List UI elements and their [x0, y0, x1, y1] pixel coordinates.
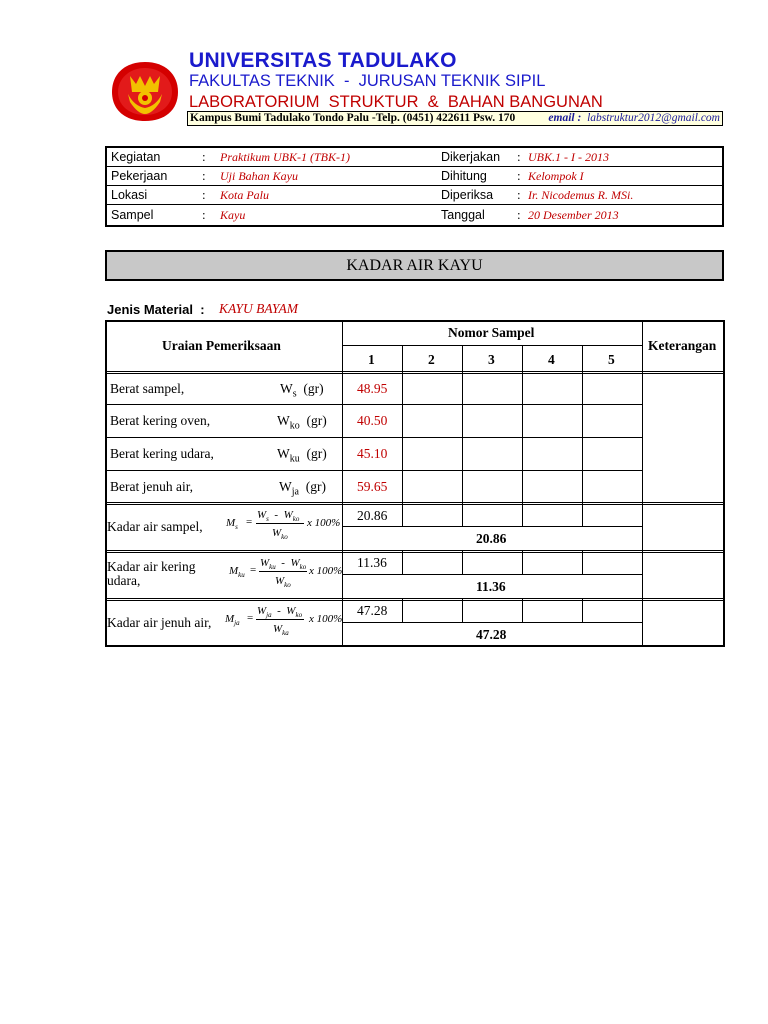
- formula-eq: =: [246, 516, 253, 528]
- row-label: Berat sampel,: [110, 381, 185, 396]
- result-average: 20.86: [476, 531, 507, 546]
- row-symbol: $W_{ja}$ (gr): [279, 479, 326, 498]
- page-title: KADAR AIR KAYU: [105, 250, 724, 281]
- info-value: Praktikum UBK-1 (TBK-1): [220, 150, 350, 164]
- row-symbol: $W_{ko}$ (gr): [277, 413, 327, 432]
- formula-denominator: $W_{ko}$: [275, 575, 291, 590]
- row-label: Berat kering udara,: [110, 446, 214, 461]
- info-colon: :: [202, 149, 206, 164]
- row-value: 59.65: [357, 479, 388, 494]
- info-value: Kelompok I: [528, 169, 584, 183]
- info-colon: :: [202, 168, 206, 183]
- result-average: 47.28: [476, 627, 507, 642]
- formula-symbol: $M_{ja}$: [225, 613, 240, 628]
- formula-eq: =: [247, 612, 254, 624]
- material-value: KAYU BAYAM: [219, 301, 298, 316]
- sample-number: 2: [428, 352, 435, 367]
- info-value: Kota Palu: [220, 188, 270, 202]
- result-label: Kadar air kering udara,: [107, 559, 196, 588]
- formula-denominator: $W_{ka}$: [273, 623, 289, 638]
- info-colon: :: [202, 187, 206, 202]
- info-label: Dihitung: [441, 169, 487, 183]
- row-label: Berat kering oven,: [110, 413, 211, 428]
- university-name: UNIVERSITAS TADULAKO: [189, 49, 457, 72]
- formula-denominator: $W_{ko}$: [272, 527, 288, 542]
- formula-symbol: $M_s$: [226, 517, 238, 532]
- row-value: 45.10: [357, 446, 388, 461]
- formula-numerator: $W_{ja} - W_{ko}$: [257, 605, 303, 620]
- result-value: 11.36: [357, 555, 387, 570]
- info-colon: :: [517, 168, 521, 183]
- info-label: Tanggal: [441, 208, 485, 222]
- faculty-name: FAKULTAS TEKNIK - JURUSAN TEKNIK SIPIL: [189, 72, 546, 90]
- address-text: Kampus Bumi Tadulako Tondo Palu -Telp. (0451) 422611 Psw. 170: [190, 112, 516, 124]
- info-label: Lokasi: [111, 188, 148, 202]
- row-value: 40.50: [357, 413, 388, 428]
- info-label: Diperiksa: [441, 188, 494, 202]
- formula-numerator: $W_s - W_{ko}$: [257, 509, 300, 524]
- info-value: Kayu: [220, 208, 246, 222]
- info-label: Sampel: [111, 208, 154, 222]
- header-uraian: Uraian Pemeriksaan: [162, 338, 281, 353]
- result-value: 47.28: [357, 603, 388, 618]
- row-label: Berat jenuh air,: [110, 479, 194, 494]
- info-colon: :: [517, 149, 521, 164]
- result-label: Kadar air sampel,: [107, 519, 203, 534]
- result-average: 11.36: [476, 579, 506, 594]
- info-value: UBK.1 - I - 2013: [528, 150, 609, 164]
- info-label: Kegiatan: [111, 150, 161, 164]
- info-colon: :: [517, 207, 521, 222]
- sample-number: 4: [548, 352, 555, 367]
- laboratory-name: LABORATORIUM STRUKTUR & BAHAN BANGUNAN: [189, 93, 603, 111]
- row-symbol: $W_{ku}$ (gr): [277, 446, 327, 465]
- info-value: 20 Desember 2013: [528, 208, 619, 222]
- sample-number: 5: [608, 352, 615, 367]
- row-symbol: $W_s$ (gr): [280, 381, 324, 400]
- info-colon: :: [517, 187, 521, 202]
- result-value: 20.86: [357, 508, 388, 523]
- email-label: email :: [548, 112, 582, 124]
- formula-eq: =: [250, 564, 257, 576]
- info-value: Uji Bahan Kayu: [220, 169, 298, 183]
- formula-tail: x 100%: [307, 517, 341, 529]
- info-colon: :: [202, 207, 206, 222]
- info-label: Dikerjakan: [441, 150, 501, 164]
- info-label: Pekerjaan: [111, 169, 168, 183]
- row-value: 48.95: [357, 381, 388, 396]
- material-label: Jenis Material :: [107, 302, 205, 317]
- formula-tail: x 100%: [309, 613, 343, 625]
- header-keterangan: Keterangan: [648, 338, 717, 353]
- info-value: Ir. Nicodemus R. MSi.: [528, 188, 634, 202]
- email-address[interactable]: labstruktur2012@gmail.com: [587, 112, 720, 124]
- formula-symbol: $M_{ku}$: [229, 565, 245, 580]
- sample-number: 3: [488, 352, 495, 367]
- sample-number: 1: [368, 352, 375, 367]
- header-nomor-sampel: Nomor Sampel: [448, 325, 535, 340]
- result-label: Kadar air jenuh air,: [107, 615, 212, 630]
- formula-tail: x 100%: [309, 565, 343, 577]
- formula-numerator: $W_{ku} - W_{ko}$: [260, 557, 307, 572]
